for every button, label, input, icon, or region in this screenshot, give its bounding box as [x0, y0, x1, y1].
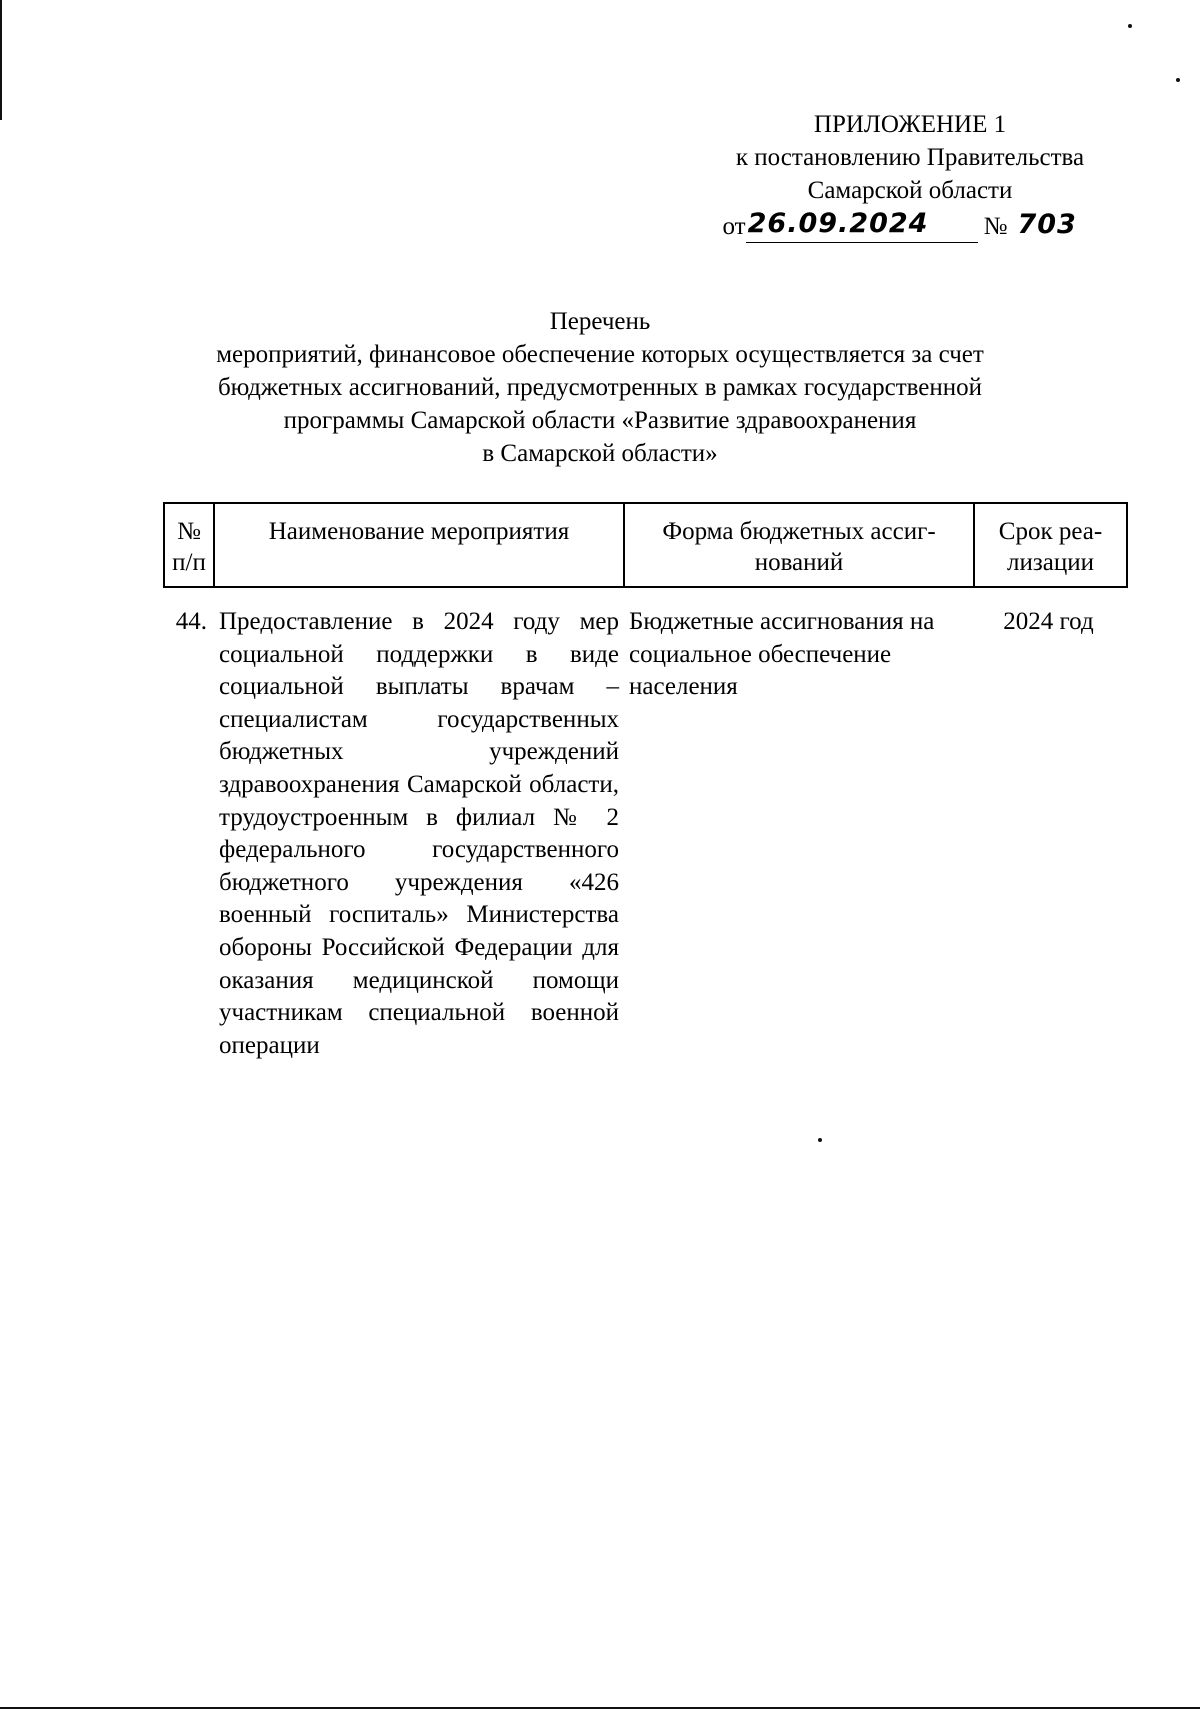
date-handwritten: 26.09.2024 — [747, 208, 929, 239]
scan-speck — [1128, 24, 1132, 28]
document-heading — [150, 305, 1050, 470]
header-form: Форма бюджетных ассиг- нований — [625, 504, 975, 586]
heading-title: Перечень — [549, 308, 651, 335]
scan-speck — [1176, 78, 1180, 82]
scan-speck — [818, 1138, 822, 1142]
table-row — [163, 606, 1128, 1062]
heading-line-2: бюджетных ассигнований, предусмотренных в рамках государственной — [217, 374, 983, 401]
heading-line-1: мероприятий, финансовое обеспечение которых осуществляется за счет — [216, 341, 984, 368]
row-name: Предоставление в 2024 году мер социальной поддержки в виде социальной выплаты врачам – специалистам государственных бюджетных учреждений здравоохранения Самарской области, трудоустроенным в филиал № 2 федерального государственного бюджетного учреждения «426 военный госпиталь» Министерства обороны Российской Федерации для оказания медицинской помощи участникам специальной военной операции — [219, 608, 619, 1059]
appendix-block — [690, 108, 1130, 243]
number-handwritten: 703 — [1017, 209, 1077, 240]
row-num: 44. — [175, 608, 207, 635]
date-prefix: от — [722, 213, 746, 240]
heading-line-4: в Самарской области» — [482, 440, 718, 467]
header-num: № п/п — [165, 504, 215, 586]
appendix-reference-line — [690, 209, 1130, 243]
table-header-row — [163, 502, 1128, 588]
row-term: 2024 год — [1003, 608, 1094, 635]
scan-edge-left — [0, 0, 2, 120]
appendix-line-1: к постановлению Правительства — [735, 144, 1085, 171]
number-field — [1017, 210, 1097, 243]
date-field — [746, 209, 978, 243]
heading-line-3: программы Самарской области «Развитие здравоохранения — [283, 407, 917, 434]
appendix-line-2: Самарской области — [807, 177, 1013, 204]
measures-table — [163, 502, 1128, 1062]
number-prefix: № — [983, 213, 1008, 240]
row-form: Бюджетные ассигнования на социальное обеспечение населения — [629, 608, 935, 701]
header-term: Срок реа- лизации — [998, 518, 1103, 576]
appendix-title: ПРИЛОЖЕНИЕ 1 — [813, 111, 1007, 138]
header-name: Наименование мероприятия — [215, 504, 625, 586]
